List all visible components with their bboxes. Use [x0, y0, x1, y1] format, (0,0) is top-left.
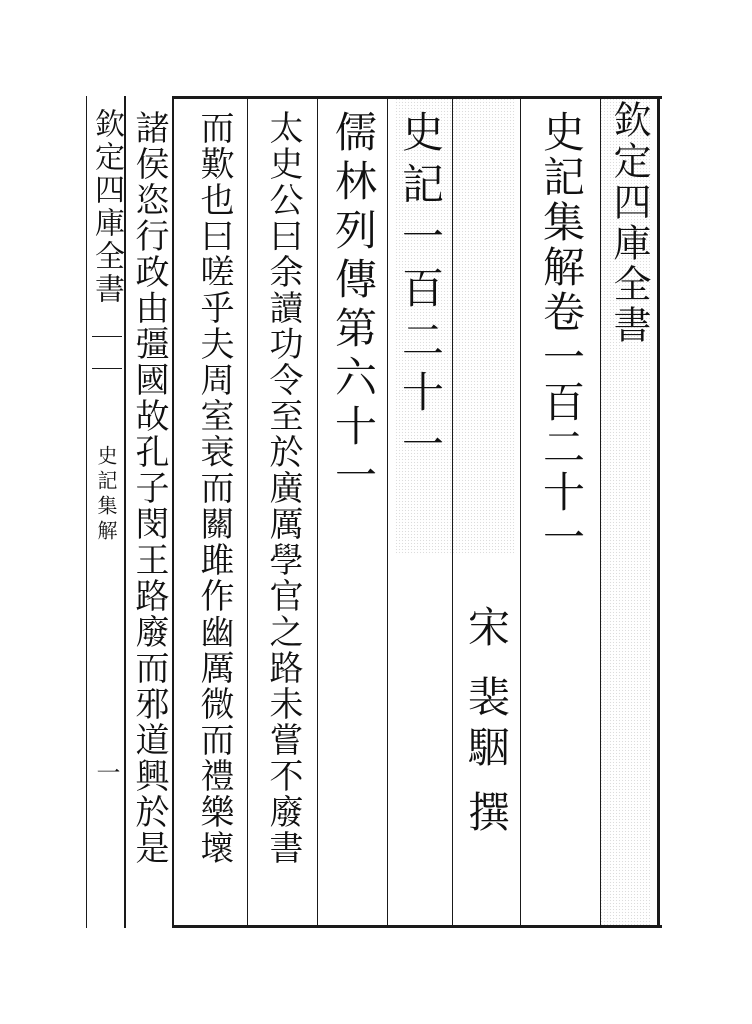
frame-left: [172, 96, 174, 928]
byline-author: 裴駰: [462, 675, 511, 775]
frame-top: [172, 96, 662, 99]
body-column-3: 諸侯恣行政由彊國故孔子閔王路廢而邪道興於是: [129, 110, 169, 866]
margin-book: 史記集解: [94, 445, 118, 545]
column-rule: [247, 99, 248, 925]
margin-title: 欽定四庫全書: [89, 108, 124, 306]
column-rule: [452, 99, 453, 925]
margin-rule: [86, 96, 87, 928]
fishtail-mark: [92, 336, 122, 337]
frame-bottom: [172, 925, 662, 928]
collection-title: 欽定四庫全書: [607, 100, 651, 346]
body-column-2: 而歎也曰嗟乎夫周室衰而關雎作幽厲微而禮樂壞: [194, 110, 234, 866]
fishtail-mark: [92, 368, 122, 369]
column-rule: [520, 99, 521, 925]
chapter-book: 史記一百二十一: [396, 110, 445, 474]
column-rule: [317, 99, 318, 925]
byline-dynasty: 宋: [462, 605, 511, 647]
chapter-title: 儒林列傳第六十一: [329, 110, 378, 502]
margin-page-number: 一: [92, 760, 120, 784]
body-column-1: 太史公曰余讀功令至於廣厲學官之路未嘗不廢書: [263, 110, 303, 866]
byline-role: 撰: [462, 790, 511, 832]
column-rule: [387, 99, 388, 925]
frame-right: [657, 96, 660, 928]
volume-title: 史記集解卷一百二十一: [537, 110, 586, 560]
